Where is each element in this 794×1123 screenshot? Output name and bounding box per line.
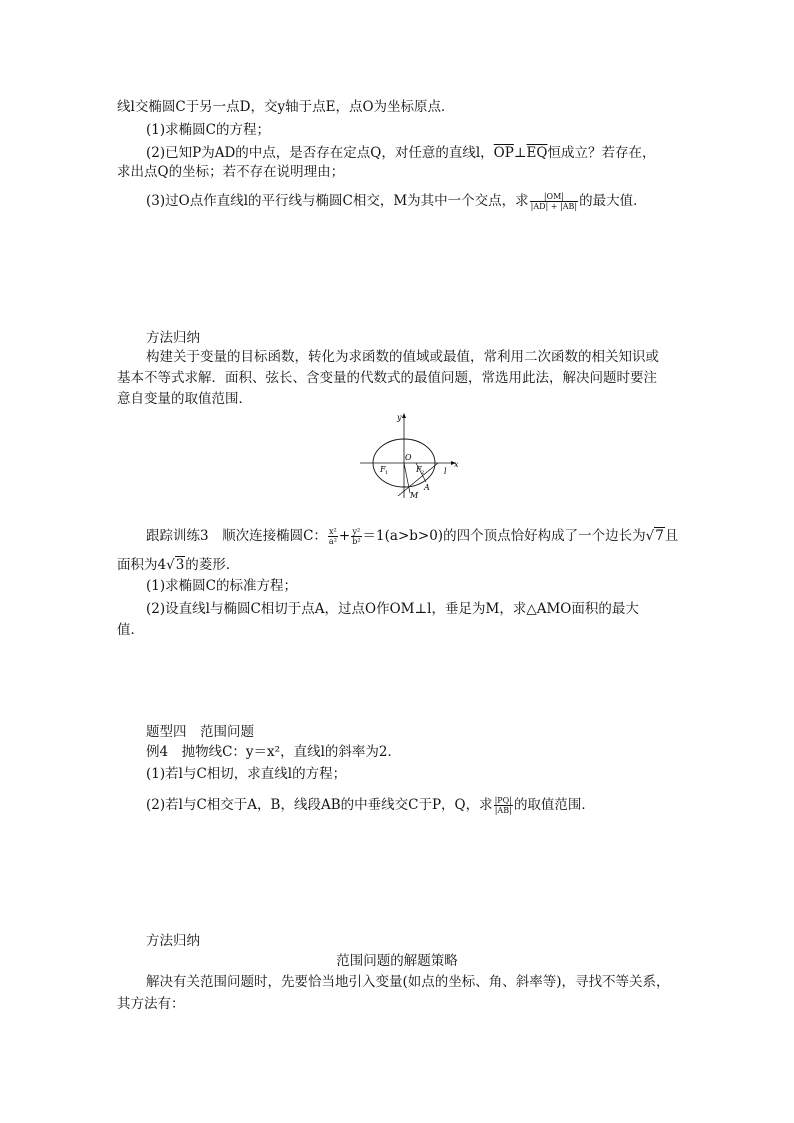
fraction-x2-a2 (328, 527, 338, 546)
practice-question-2: (2)设直线l与椭圆C相切于点A，过点O作OM⊥l，垂足为M，求△AMO面积的最大 (146, 601, 639, 617)
fraction-numerator: x² (329, 527, 337, 536)
fraction-numerator: |OM| (530, 192, 578, 202)
question-2 (146, 144, 655, 162)
example-question-1: (1)若l与C相切，求直线l的方程； (146, 766, 347, 782)
question-2-line2: 求出点Q的坐标；若不存在说明理由； (117, 164, 345, 180)
radicand: 3 (175, 557, 185, 573)
label-f1: F (380, 465, 386, 474)
example-4: 例4 抛物线C：y＝x²，直线l的斜率为2． (146, 744, 401, 760)
perp-symbol: ⊥ (513, 145, 527, 161)
vector-eq: $\overline{EQ}$ (526, 145, 548, 161)
practice-line-2 (117, 556, 239, 574)
method-paragraph-line: 意自变量的取值范围． (117, 391, 252, 407)
fraction-denominator: |AD| + |AB| (530, 202, 578, 211)
label-o: O (405, 453, 412, 462)
practice-text-end: 的菱形． (185, 557, 240, 573)
fraction-om (530, 192, 578, 211)
practice-question-1: (1)求椭圆C的标准方程； (146, 578, 297, 594)
question-3-text: (3)过O点作直线l的平行线与椭圆C相交，M为其中一个交点，求 (146, 193, 529, 209)
example-question-2 (146, 796, 595, 815)
plus-sign: + (338, 528, 351, 544)
label-f2: F (416, 465, 422, 474)
fraction-denominator: |AB| (494, 806, 512, 815)
practice-text-cont: ＝1(a>b>0)的四个顶点恰好构成了一个边长为 (362, 528, 646, 544)
method-subtitle: 范围问题的解题策略 (336, 953, 458, 969)
method-paragraph-line: 其方法有： (117, 996, 185, 1012)
sqrt-3: √3 (166, 557, 185, 573)
label-m: M (410, 491, 419, 500)
fraction-denominator: b² (352, 537, 361, 546)
y-axis-arrow (402, 413, 406, 418)
question-2-text-cont: 恒成立？若存在， (547, 145, 656, 161)
practice-problem (146, 527, 678, 546)
question-3-text-end: 的最大值． (579, 193, 647, 209)
practice-text: 面积为4 (117, 557, 167, 573)
question-1: (1)求椭圆C的方程； (146, 122, 270, 138)
practice-text: 跟踪训练3 顺次连接椭圆C： (146, 528, 327, 544)
question-3 (146, 192, 647, 211)
method-title: 方法归纳 (146, 933, 200, 949)
section-title: 题型四 范围问题 (146, 724, 254, 740)
label-l: l (444, 467, 447, 476)
practice-text-end: 且 (664, 528, 679, 544)
example-question-text-end: 的取值范围． (513, 797, 595, 813)
method-title: 方法归纳 (146, 330, 200, 346)
label-a: A (424, 483, 430, 492)
fraction-denominator: a² (328, 537, 337, 546)
fraction-pq-ab (494, 796, 513, 815)
method-paragraph-line: 基本不等式求解．面积、弦长、含变量的代数式的最值问题，常选用此法，解决问题时要注 (117, 370, 657, 386)
practice-question-2-line2: 值． (117, 622, 144, 638)
ellipse-figure (358, 408, 462, 500)
label-x: x (454, 460, 459, 469)
method-paragraph-line: 解决有关范围问题时，先要恰当地引入变量(如点的坐标、角、斜率等)，寻找不等关系， (146, 974, 670, 990)
fraction-y2-b2 (351, 527, 361, 546)
fraction-numerator: y² (352, 527, 361, 536)
radicand: 7 (655, 528, 664, 544)
vector-op: $\overline{OP}$ (493, 145, 514, 161)
problem-text-line: 线l交椭圆C于另一点D，交y轴于点E，点O为坐标原点． (117, 99, 455, 115)
fraction-numerator: |PQ| (494, 796, 512, 805)
label-y: y (397, 413, 402, 422)
sqrt-7: √7 (645, 528, 664, 544)
question-2-text: (2)已知P为AD的中点，是否存在定点Q，对任意的直线l， (146, 145, 494, 161)
label-f2-sub: 2 (421, 470, 425, 476)
label-f1-sub: 1 (385, 470, 389, 476)
method-paragraph-line: 构建关于变量的目标函数，转化为求函数的值域或最值，常利用二次函数的相关知识或 (146, 349, 659, 365)
example-question-text: (2)若l与C相交于A，B，线段AB的中垂线交C于P，Q，求 (146, 797, 493, 813)
